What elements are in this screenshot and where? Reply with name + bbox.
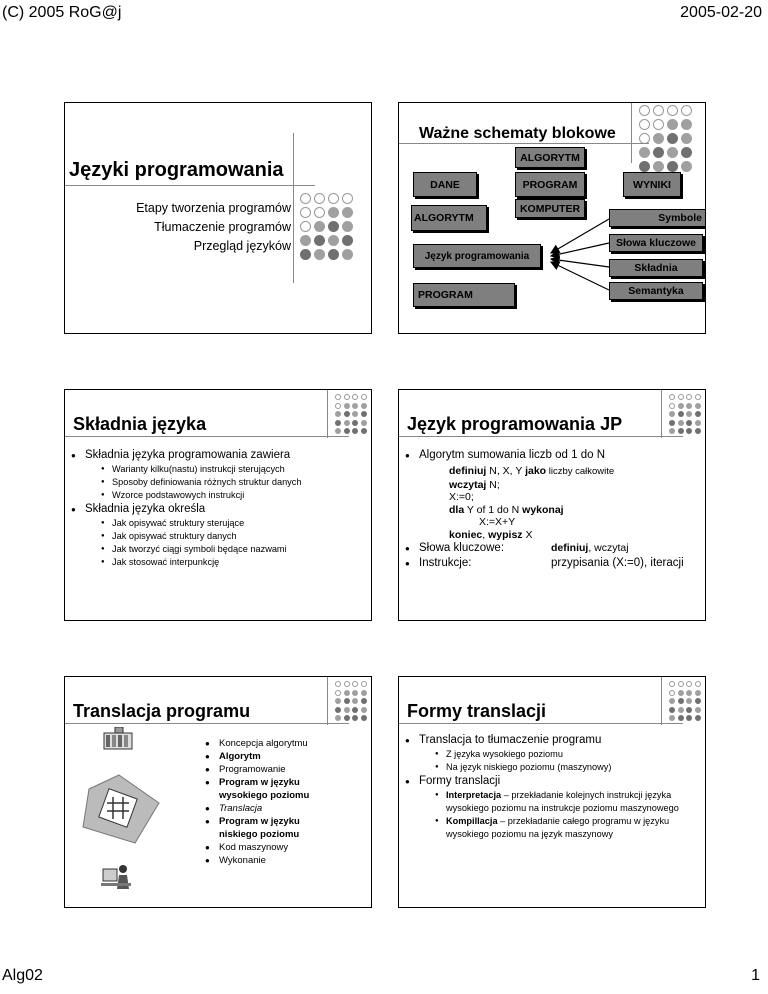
subtitle-line: Przegląd języków [193,239,291,253]
list-item: ● Składnia języka określa ● Jak opisywać struktury sterujące ● Jak opisywać struktury danych ● Jak tworzyć ciągi symboli będące nazwami ● Jak stosować interpunkcję [71,502,367,569]
list-item: ● Program w języku wysokiego poziomu [205,776,329,802]
decorative-dots [669,394,702,435]
box-algorytm-left: ALGORYTM [411,205,487,231]
circuit-chip-icon [79,773,161,845]
list-item: ● Instrukcje: przypisania (X:=0), iteracji [405,556,701,571]
slide-title: Formy translacji [407,701,547,721]
list-item: ● Algorytm [205,750,365,763]
box-program-bottom: PROGRAM [413,283,515,307]
list-item: ● Wykonanie [205,854,365,867]
divider-vertical [327,677,328,725]
page-number: 1 [751,967,760,984]
box-wyniki: WYNIKI [623,172,681,197]
divider-horizontal [65,723,349,724]
bullet-list [405,733,699,841]
arrow [551,219,609,253]
list-item: ● Na język niskiego poziomu (maszynowy) [435,761,699,774]
box-symbole: Symbole [609,209,706,227]
list-item: ● Jak tworzyć ciągi symboli będące nazwami [101,543,367,556]
list-item: ● Słowa kluczowe: definiuj, wczytaj [405,541,701,556]
box-algorytm-top: ALGORYTM [515,147,585,168]
slide-2 [398,102,706,334]
list-item: ● Kompillacja – przekładanie całego programu w języku wysokiego poziomu na język maszynowy [435,815,699,841]
slide-title: Ważne schematy blokowe [419,125,616,142]
divider-horizontal [65,185,315,186]
divider-vertical [293,133,294,283]
list-item: ● Translacja to tłumaczenie programu ● Z języka wysokiego poziomu ● Na język niskiego poziomu (maszynowy) [405,733,699,774]
bullet-list [405,448,701,463]
slide-title: Składnia języka [73,414,207,434]
divider-vertical [327,390,328,438]
slide-1 [64,102,372,334]
arrows-diagram [399,103,705,333]
divider-horizontal [399,436,683,437]
decorative-dots [300,193,354,261]
slide-title: Języki programowania [69,159,284,181]
list-item: ● Wzorce podstawowych instrukcji [101,489,367,502]
box-slowa-kluczowe: Słowa kluczowe [609,234,703,252]
list-item: ● Z języka wysokiego poziomu [435,748,699,761]
list-item: ● Program w języku niskiego poziomu [205,815,319,841]
bullet-list [405,541,701,571]
list-item: ● Składnia języka programowania zawiera ● Warianty kilku(nastu) instrukcji sterujących ● Sposoby definiowania różnych struktur danych ● Wzorce podstawowych instrukcji [71,448,367,502]
decorative-dots [335,681,368,722]
page-header-right: 2005-02-20 [680,4,762,21]
decorative-dots [669,681,702,722]
bullet-list [71,448,367,569]
list-item: ● Warianty kilku(nastu) instrukcji sterujących [101,463,367,476]
list-item: ● Koncepcja algorytmu [205,737,365,750]
decorative-dots [335,394,368,435]
list-item: ● Translacja [205,802,365,815]
list-item: ● Programowanie [205,763,365,776]
list-item: ● Jak opisywać struktury danych [101,530,367,543]
box-program-top: PROGRAM [515,172,585,197]
box-semantyka: Semantyka [609,282,703,300]
subtitle-line: Etapy tworzenia programów [136,201,291,215]
list-item: ● Kod maszynowy [205,841,365,854]
divider-horizontal [399,723,683,724]
list-item: ● Formy translacji ● Interpretacja – przekładanie kolejnych instrukcji języka wysokiego poziomu na instrukcje poziomu maszynowego ● Kompillacja – przekładanie całego programu w języku wysokiego poziomu na język maszynowy [405,774,699,841]
slide-3 [64,389,372,621]
list-item: ● Algorytm sumowania liczb od 1 do N [405,448,701,463]
page-footer-left: Alg02 [2,967,43,984]
slide-4 [398,389,706,621]
box-skladnia: Składnia [609,259,703,277]
list-item: ● Interpretacja – przekładanie kolejnych instrukcji języka wysokiego poziomu na instrukcje poziomu maszynowego [435,789,699,815]
slide-title: Język programowania JP [407,414,623,434]
list-item: ● Sposoby definiowania różnych struktur danych [101,476,367,489]
subtitle-line: Tłumaczenie programów [154,220,291,234]
subtitle-list [136,199,291,256]
translation-steps-list [205,737,365,867]
arrow [551,243,609,256]
divider-horizontal [65,436,349,437]
person-at-computer-icon [101,861,131,891]
slide-6 [398,676,706,908]
box-jezyk-programowania: Język programowania [413,244,541,268]
list-item: ● Jak stosować interpunkcję [101,556,367,569]
list-item: ● Jak opisywać struktury sterujące [101,517,367,530]
code-block: definiuj N, X, Y jako liczby całkowite wczytaj N; X:=0; dla Y of 1 do N wykonaj X:=X+Y koniec, wypisz X [449,465,615,541]
page-header-left: (C) 2005 RoG@j [2,4,122,21]
divider-vertical [661,390,662,438]
slide-5 [64,676,372,908]
computer-rack-icon [103,727,133,753]
divider-vertical [661,677,662,725]
slide-title: Translacja programu [73,701,251,721]
box-komputer: KOMPUTER [515,199,585,218]
box-dane: DANE [413,172,477,197]
